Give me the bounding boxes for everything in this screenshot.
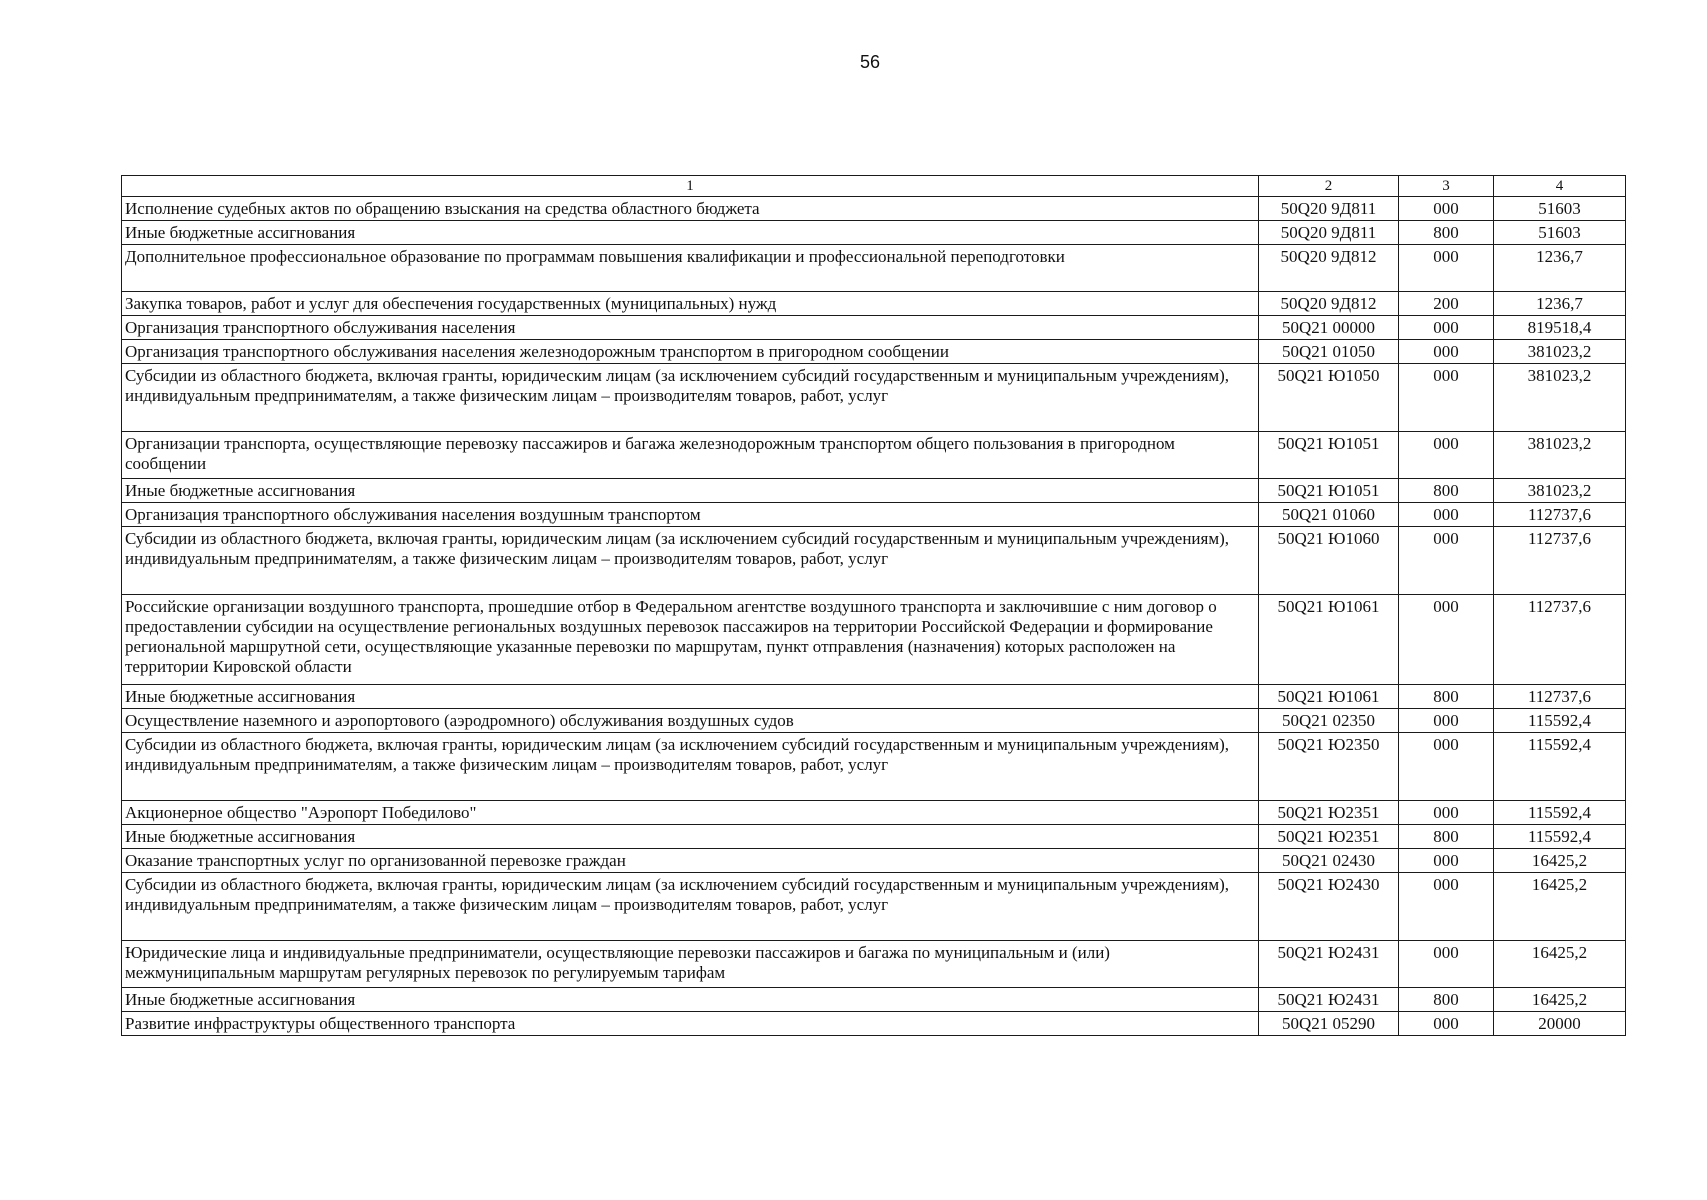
table-row xyxy=(122,941,1626,988)
table-row xyxy=(122,221,1626,245)
row-expense-type: 800 xyxy=(1399,685,1494,709)
row-code: 50Q21 Ю1061 xyxy=(1259,595,1399,685)
row-name: Исполнение судебных актов по обращению взыскания на средства областного бюджета xyxy=(122,197,1259,221)
row-name: Субсидии из областного бюджета, включая гранты, юридическим лицам (за исключением субсидий государственным и муниципальным учреждениям), индивидуальным предпринимателям, а также физическим лицам – производителям товаров, работ, услуг xyxy=(122,527,1259,595)
row-name: Субсидии из областного бюджета, включая гранты, юридическим лицам (за исключением субсидий государственным и муниципальным учреждениям), индивидуальным предпринимателям, а также физическим лицам – производителям товаров, работ, услуг xyxy=(122,364,1259,432)
row-code: 50Q21 Ю2351 xyxy=(1259,801,1399,825)
table-row xyxy=(122,685,1626,709)
table-row xyxy=(122,709,1626,733)
row-name: Оказание транспортных услуг по организованной перевозке граждан xyxy=(122,849,1259,873)
row-sum: 1236,7 xyxy=(1494,292,1626,316)
row-name: Юридические лица и индивидуальные предприниматели, осуществляющие перевозки пассажиров и багажа по муниципальным и (или) межмуниципальным маршрутам регулярных перевозок по регулируемым тарифам xyxy=(122,941,1259,988)
row-code: 50Q21 01060 xyxy=(1259,503,1399,527)
row-code: 50Q21 Ю1051 xyxy=(1259,479,1399,503)
row-code: 50Q21 Ю2430 xyxy=(1259,873,1399,941)
table-row xyxy=(122,432,1626,479)
table-row xyxy=(122,316,1626,340)
row-name: Субсидии из областного бюджета, включая гранты, юридическим лицам (за исключением субсидий государственным и муниципальным учреждениям), индивидуальным предпринимателям, а также физическим лицам – производителям товаров, работ, услуг xyxy=(122,733,1259,801)
row-name: Иные бюджетные ассигнования xyxy=(122,685,1259,709)
table-row xyxy=(122,849,1626,873)
row-code: 50Q20 9Д811 xyxy=(1259,221,1399,245)
row-name: Закупка товаров, работ и услуг для обеспечения государственных (муниципальных) нужд xyxy=(122,292,1259,316)
table-row xyxy=(122,801,1626,825)
row-sum: 381023,2 xyxy=(1494,340,1626,364)
table-row xyxy=(122,245,1626,292)
row-name: Организация транспортного обслуживания населения воздушным транспортом xyxy=(122,503,1259,527)
row-expense-type: 800 xyxy=(1399,825,1494,849)
table-row xyxy=(122,527,1626,595)
row-code: 50Q21 Ю2431 xyxy=(1259,988,1399,1012)
header-col-3: 3 xyxy=(1399,176,1494,197)
row-code: 50Q21 Ю2350 xyxy=(1259,733,1399,801)
table-row xyxy=(122,340,1626,364)
row-expense-type: 000 xyxy=(1399,733,1494,801)
row-name: Субсидии из областного бюджета, включая гранты, юридическим лицам (за исключением субсидий государственным и муниципальным учреждениям), индивидуальным предпринимателям, а также физическим лицам – производителям товаров, работ, услуг xyxy=(122,873,1259,941)
header-col-2: 2 xyxy=(1259,176,1399,197)
row-code: 50Q21 05290 xyxy=(1259,1012,1399,1036)
header-col-1: 1 xyxy=(122,176,1259,197)
table-row xyxy=(122,503,1626,527)
row-code: 50Q21 Ю1050 xyxy=(1259,364,1399,432)
row-code: 50Q21 00000 xyxy=(1259,316,1399,340)
row-name: Осуществление наземного и аэропортового (аэродромного) обслуживания воздушных судов xyxy=(122,709,1259,733)
row-name: Организация транспортного обслуживания населения xyxy=(122,316,1259,340)
row-expense-type: 000 xyxy=(1399,432,1494,479)
row-name: Организации транспорта, осуществляющие перевозку пассажиров и багажа железнодорожным транспортом общего пользования в пригородном сообщении xyxy=(122,432,1259,479)
table-row xyxy=(122,479,1626,503)
row-code: 50Q20 9Д812 xyxy=(1259,245,1399,292)
row-expense-type: 000 xyxy=(1399,316,1494,340)
table-row xyxy=(122,825,1626,849)
table-row xyxy=(122,873,1626,941)
row-sum: 115592,4 xyxy=(1494,709,1626,733)
row-name: Организация транспортного обслуживания населения железнодорожным транспортом в пригородном сообщении xyxy=(122,340,1259,364)
header-col-4: 4 xyxy=(1494,176,1626,197)
row-expense-type: 000 xyxy=(1399,340,1494,364)
row-expense-type: 000 xyxy=(1399,595,1494,685)
row-name: Российские организации воздушного транспорта, прошедшие отбор в Федеральном агентстве воздушного транспорта и заключившие с ним договор о предоставлении субсидии на осуществление региональных воздушных перевозок пассажиров на территории Российской Федерации и формирование региональной маршрутной сети, осуществляющие указанные перевозки по маршрутам, пункт отправления (назначения) которых расположен на территории Кировской области xyxy=(122,595,1259,685)
row-sum: 381023,2 xyxy=(1494,479,1626,503)
row-code: 50Q21 Ю1061 xyxy=(1259,685,1399,709)
row-sum: 16425,2 xyxy=(1494,849,1626,873)
table-row xyxy=(122,595,1626,685)
row-name: Иные бюджетные ассигнования xyxy=(122,988,1259,1012)
row-name: Иные бюджетные ассигнования xyxy=(122,825,1259,849)
row-expense-type: 000 xyxy=(1399,941,1494,988)
row-expense-type: 000 xyxy=(1399,873,1494,941)
row-sum: 51603 xyxy=(1494,197,1626,221)
row-name: Дополнительное профессиональное образование по программам повышения квалификации и профессиональной переподготовки xyxy=(122,245,1259,292)
row-expense-type: 000 xyxy=(1399,245,1494,292)
row-expense-type: 800 xyxy=(1399,479,1494,503)
row-sum: 51603 xyxy=(1494,221,1626,245)
row-sum: 112737,6 xyxy=(1494,503,1626,527)
row-expense-type: 200 xyxy=(1399,292,1494,316)
row-sum: 16425,2 xyxy=(1494,988,1626,1012)
row-sum: 20000 xyxy=(1494,1012,1626,1036)
table-row xyxy=(122,364,1626,432)
row-code: 50Q20 9Д811 xyxy=(1259,197,1399,221)
budget-table xyxy=(121,175,1626,1036)
row-name: Иные бюджетные ассигнования xyxy=(122,479,1259,503)
table-row xyxy=(122,292,1626,316)
row-code: 50Q21 Ю2431 xyxy=(1259,941,1399,988)
row-expense-type: 800 xyxy=(1399,221,1494,245)
row-sum: 115592,4 xyxy=(1494,801,1626,825)
table-row xyxy=(122,733,1626,801)
row-name: Иные бюджетные ассигнования xyxy=(122,221,1259,245)
row-code: 50Q21 02430 xyxy=(1259,849,1399,873)
row-code: 50Q21 01050 xyxy=(1259,340,1399,364)
row-code: 50Q21 Ю1051 xyxy=(1259,432,1399,479)
page-number: 56 xyxy=(859,52,881,72)
table-body xyxy=(122,197,1626,1036)
row-expense-type: 800 xyxy=(1399,988,1494,1012)
row-sum: 115592,4 xyxy=(1494,825,1626,849)
row-expense-type: 000 xyxy=(1399,709,1494,733)
row-code: 50Q21 Ю2351 xyxy=(1259,825,1399,849)
row-expense-type: 000 xyxy=(1399,503,1494,527)
row-sum: 115592,4 xyxy=(1494,733,1626,801)
table-row xyxy=(122,988,1626,1012)
row-expense-type: 000 xyxy=(1399,1012,1494,1036)
row-code: 50Q21 Ю1060 xyxy=(1259,527,1399,595)
row-sum: 16425,2 xyxy=(1494,941,1626,988)
row-expense-type: 000 xyxy=(1399,801,1494,825)
row-sum: 112737,6 xyxy=(1494,527,1626,595)
header-row xyxy=(122,176,1626,197)
row-code: 50Q20 9Д812 xyxy=(1259,292,1399,316)
row-expense-type: 000 xyxy=(1399,364,1494,432)
row-code: 50Q21 02350 xyxy=(1259,709,1399,733)
table-row xyxy=(122,197,1626,221)
row-sum: 112737,6 xyxy=(1494,685,1626,709)
table-row xyxy=(122,1012,1626,1036)
row-sum: 1236,7 xyxy=(1494,245,1626,292)
row-expense-type: 000 xyxy=(1399,197,1494,221)
row-sum: 16425,2 xyxy=(1494,873,1626,941)
row-name: Акционерное общество "Аэропорт Победилово" xyxy=(122,801,1259,825)
row-expense-type: 000 xyxy=(1399,849,1494,873)
row-expense-type: 000 xyxy=(1399,527,1494,595)
row-sum: 112737,6 xyxy=(1494,595,1626,685)
row-sum: 819518,4 xyxy=(1494,316,1626,340)
row-sum: 381023,2 xyxy=(1494,364,1626,432)
row-name: Развитие инфраструктуры общественного транспорта xyxy=(122,1012,1259,1036)
row-sum: 381023,2 xyxy=(1494,432,1626,479)
